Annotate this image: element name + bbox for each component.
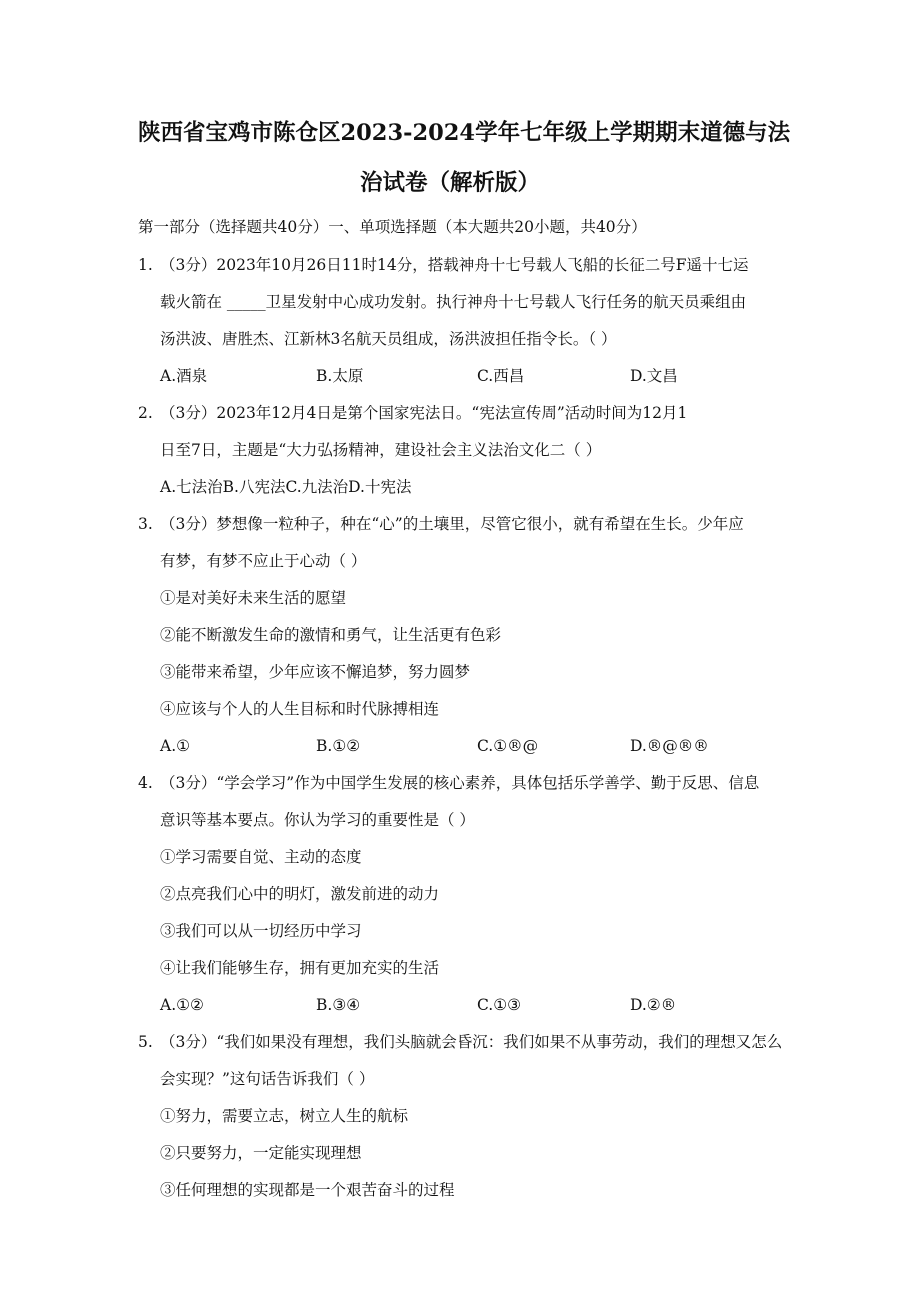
question-1-option-a: A.酒泉 [160,367,208,385]
question-5-item-2: ②只要努力，一定能实现理想 [160,1144,362,1162]
question-1-number: 1. [138,256,153,274]
question-4-stem-line-2: 意识等基本要点。你认为学习的重要性是（ ） [160,811,475,829]
question-2-options: A.七法治B.八宪法C.九法治D.十宪法 [160,478,412,496]
question-2-number: 2. [138,404,153,422]
question-4-item-4: ④让我们能够生存，拥有更加充实的生活 [160,959,440,977]
question-4-item-3: ③我们可以从一切经历中学习 [160,922,362,940]
question-3-stem-line-2: 有梦，有梦不应止于心动（ ） [160,552,367,570]
section-header: 第一部分（选择题共40分）一、单项选择题（本大题共20小题，共40分） [138,218,647,236]
question-4-item-1: ①学习需要自觉、主动的态度 [160,848,362,866]
question-1-option-c: C.西昌 [477,367,525,385]
question-5-stem-line-1: （3分）“我们如果没有理想，我们头脑就会昏沉：我们如果不从事劳动，我们的理想又怎么 [160,1033,783,1051]
document-title-line-2: 治试卷（解析版） [360,170,541,196]
question-4-stem-line-1: （3分）“学会学习”作为中国学生发展的核心素养，具体包括乐学善学、勤于反思、信息 [160,774,760,792]
question-5-item-1: ①努力，需要立志，树立人生的航标 [160,1107,409,1125]
question-3-item-2: ②能不断激发生命的激情和勇气，让生活更有色彩 [160,626,502,644]
question-2-stem-line-1: （3分）2023年12月4日是第个国家宪法日。“宪法宣传周”活动时间为12月1 [160,404,688,422]
question-3-item-4: ④应该与个人的人生目标和时代脉搏相连 [160,700,440,718]
question-1-stem-line-1: （3分）2023年10月26日11时14分，搭载神舟十七号载人飞船的长征二号F遥十七运 [160,256,749,274]
question-3-item-1: ①是对美好未来生活的愿望 [160,589,347,607]
question-3-stem-line-1: （3分）梦想像一粒种子，种在“心”的土壤里，尽管它很小，就有希望在生长。少年应 [160,515,744,533]
question-5-stem-line-2: 会实现？”这句话告诉我们（ ） [160,1070,375,1088]
question-3-item-3: ③能带来希望，少年应该不懈追梦，努力圆梦 [160,663,471,681]
question-1-stem-line-2: 载火箭在 _____卫星发射中心成功发射。执行神舟十七号载人飞行任务的航天员乘组由 [160,293,747,311]
question-4-option-c: C.①③ [477,996,522,1014]
question-1-option-b: B.太原 [316,367,364,385]
question-1-stem-line-3: 汤洪波、唐胜杰、江新林3名航天员组成，汤洪波担任指令长。（ ） [160,330,617,348]
question-3-option-b: B.①② [316,737,361,755]
question-3-option-d: D.®@®® [630,737,709,755]
question-5-number: 5. [138,1033,153,1051]
question-4-option-a: A.①② [160,996,204,1014]
question-3-option-c: C.①®@ [477,737,539,755]
question-4-option-b: B.③④ [316,996,361,1014]
question-4-number: 4. [138,774,153,792]
question-2-stem-line-2: 日至7日，主题是“大力弘扬精神，建设社会主义法治文化二（ ） [160,441,602,459]
document-title-line-1: 陕西省宝鸡市陈仓区2023-2024学年七年级上学期期末道德与法 [138,120,791,146]
question-3-option-a: A.① [160,737,191,755]
question-1-option-d: D.文昌 [630,367,678,385]
question-5-item-3: ③任何理想的实现都是一个艰苦奋斗的过程 [160,1181,455,1199]
question-4-item-2: ②点亮我们心中的明灯，激发前进的动力 [160,885,440,903]
question-3-number: 3. [138,515,153,533]
question-4-option-d: D.②® [630,996,677,1014]
